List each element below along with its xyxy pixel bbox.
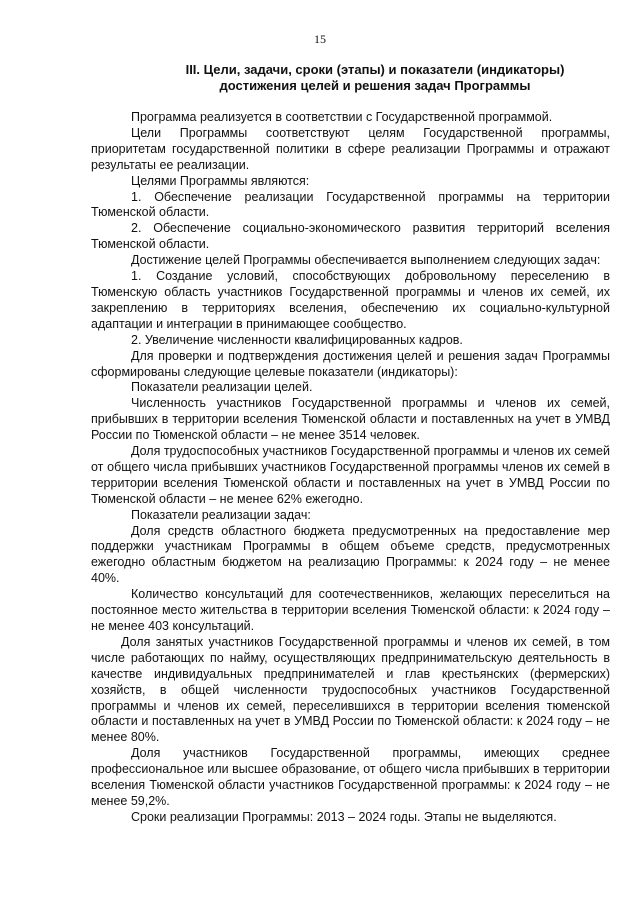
paragraph: Доля участников Государственной программы, имеющих среднее профессиональное или высшее образование, от общего числа прибывших в территории вселения Тюменской области участников Государственной программы: к 2024 году – не менее 59,2%.: [91, 746, 610, 808]
paragraph: Показатели реализации целей.: [131, 380, 313, 395]
paragraph: Показатели реализации задач:: [131, 507, 311, 522]
paragraph: Количество консультаций для соотечественников, желающих переселиться на постоянное место жительства в территории вселения Тюменской области: к 2024 году – не менее 403 консультаций.: [91, 587, 610, 633]
paragraph: Доля занятых участников Государственной программы и членов их семей, в том числе работающих по найму, осуществляющих предпринимательскую деятельность в качестве индивидуальных предпринимателей и глав крестьянских (фермерских) хозяйств, в общей численности трудоспособных участников Государственной программы и членов их семей, переселившихся в территории вселения тюменской области и поставленных на учет в УМВД России по Тюменской области: к 2024 году – не менее 80%.: [91, 634, 610, 745]
paragraph: Сроки реализации Программы: 2013 – 2024 годы. Этапы не выделяются.: [131, 809, 557, 824]
paragraph: Достижение целей Программы обеспечивается выполнением следующих задач:: [131, 253, 601, 268]
paragraph: Целями Программы являются:: [131, 173, 310, 188]
section-heading: [150, 62, 600, 93]
paragraph: 2. Увеличение численности квалифицированных кадров.: [131, 332, 463, 347]
paragraph: 1. Обеспечение реализации Государственной программы на территории Тюменской области.: [91, 189, 610, 220]
paragraph: Численность участников Государственной программы и членов их семей, прибывших в территории вселения Тюменской области и поставленных на учет в УМВД России по Тюменской области – не менее 3514 человек.: [91, 396, 610, 443]
section-heading-line-1: III. Цели, задачи, сроки (этапы) и показатели (индикаторы): [185, 62, 565, 77]
paragraph: 1. Создание условий, способствующих добровольному переселению в Тюменскую область участников Государственной программы и членов их семей, их закреплению в территориях вселения, обеспечению их социально-культурной адаптации и интеграции в принимающее сообщество.: [91, 269, 610, 331]
paragraph: 2. Обеспечение социально-экономического развития территорий вселения Тюменской области.: [91, 221, 610, 252]
paragraph: Программа реализуется в соответствии с Государственной программой.: [131, 110, 553, 124]
paragraph: Цели Программы соответствуют целям Государственной программы, приоритетам государственной политики в сфере реализации Программы и отражают результаты ее реализации.: [91, 125, 610, 172]
section-heading-line-2: достижения целей и решения задач Программы: [219, 77, 531, 93]
paragraph: Для проверки и подтверждения достижения целей и решения задач Программы сформированы следующие целевые показатели (индикаторы):: [91, 348, 610, 379]
paragraph: Доля средств областного бюджета предусмотренных на предоставление мер поддержки участникам Программы в общем объеме средств, предусмотренных ежегодно областным бюджетом на реализацию Программы: к 2024 году – не менее 40%.: [91, 523, 610, 586]
document-body: [91, 110, 610, 826]
page-number: 15: [314, 32, 326, 46]
paragraph: Доля трудоспособных участников Государственной программы и членов их семей от общего числа прибывших участников Государственной программы членов их семей в территории вселения Тюменской области и поставленных на учет в УМВД России по Тюменской области – не менее 62% ежегодно.: [91, 444, 610, 506]
